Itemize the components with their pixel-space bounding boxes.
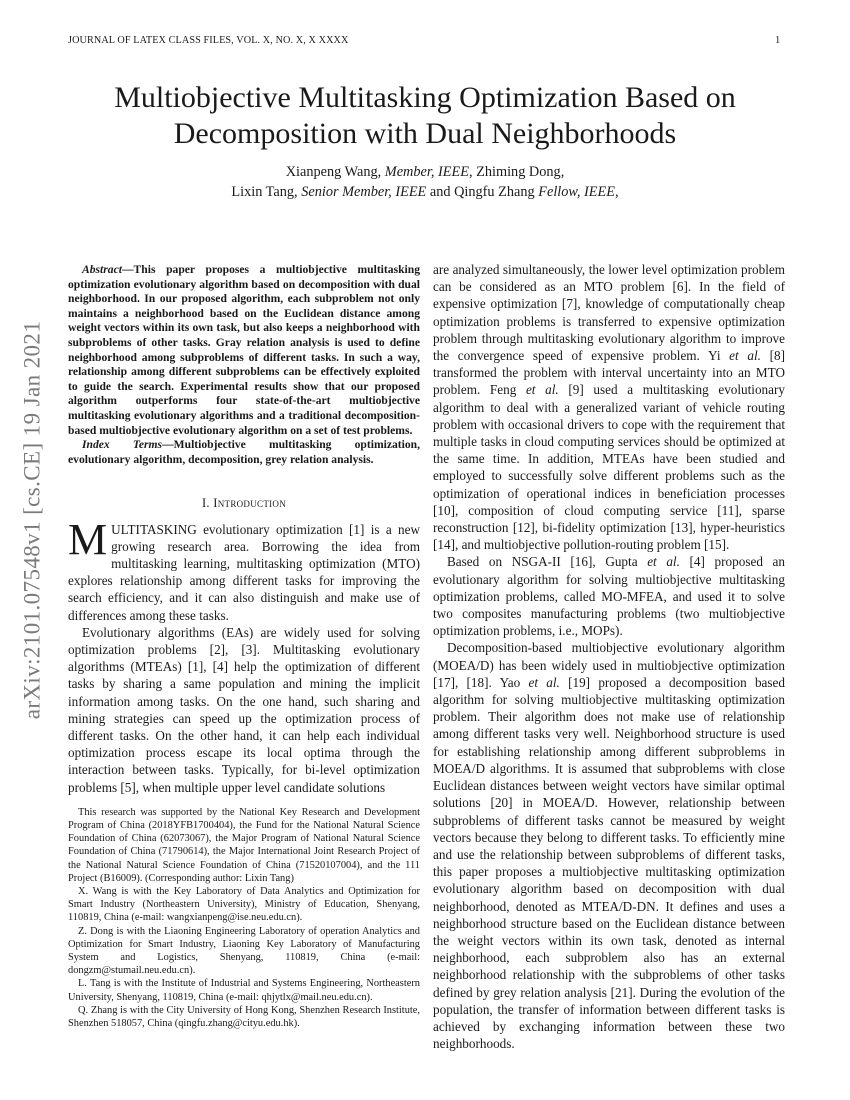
abstract-text: —This paper proposes a multiobjective multitasking optimization evolutionary algorithm based on decomposition with dual neighborhood. In our proposed algorithm, each subproblem not only maintains a neighborhood based on the Euclidean distance among weight vectors within its own task, but also keeps a neighborhood with subproblems of other tasks. Gray relation analysis is used to define neighborhood among subproblems of different tasks. In such a way, relationship among different subproblems can be effectively exploited to guide the search. Experimental results show that our proposed algorithm outperforms four state-of-the-art multiobjective multitasking evolutionary algorithms and a traditional decomposition-based multiobjective evolutionary algorithm on a set of test problems. <box>68 263 420 437</box>
text-span-italic: et al. <box>525 382 559 398</box>
text-span: are analyzed simultaneously, the lower level optimization problem can be considered as an MTO problem [6]. In the field of expensive optimization [7], knowledge of computationally cheap optimization problems is transferred to expensive optimization problem through multitasking evolutionary algorithm to improve the convergence speed of expensive problem. Yi <box>433 262 785 364</box>
intro-paragraph-1-text: ULTITASKING evolutionary optimization [1] is a new growing research area. Borrowing the idea from multitasking learning, multitasking optimization (MTO) explores relationship among different tasks for improving the search efficiency, and it can also distinguish and make use of differences among these tasks. <box>68 521 420 623</box>
author-punct: , <box>615 184 619 200</box>
right-column <box>433 261 785 1052</box>
footnote-funding: This research was supported by the National Key Research and Development Program of China (2018YFB1700404), the Fund for the National Natural Science Foundation of China (62073067), the Major Program of National Natural Science Foundation of China (71790614), the Major International Joint Research Project of the National Natural Science Foundation of China (71520107004), and the 111 Project (B16009). (Corresponding author: Lixin Tang) <box>68 806 420 884</box>
author-name: Xianpeng Wang, <box>285 164 385 180</box>
left-column <box>68 263 420 1030</box>
text-span-italic: et al. <box>647 554 680 570</box>
text-span: [4] proposed an evolutionary algorithm for solving multiobjective multitasking optimization problems, called MO-MFEA, and used it to solve two composites manufacturing problems (two multiobjective optimization problems, i.e., MOPs). <box>433 554 785 639</box>
arxiv-stamp <box>8 270 56 770</box>
footnote-author-dong: Z. Dong is with the Liaoning Engineering Laboratory of operation Analytics and Optimization for Smart Industry, Liaoning Key Laboratory of Manufacturing System and Logistics, Shenyang, 110819, China (e-mail: dongzm@stumail.neu.edu.cn). <box>68 925 420 977</box>
body-paragraph-2 <box>433 553 785 639</box>
running-header: JOURNAL OF LATEX CLASS FILES, VOL. X, NO. X, X XXXX <box>68 35 349 46</box>
section-heading: I. Introduction <box>201 496 287 511</box>
text-span: [19] proposed a decomposition based algorithm for solving multiobjective multitasking optimization problem. Their algorithm does not make use of relationship among different tasks very well. Neighborhood structure is used for establishing relationship among different subproblems in MOEA/D algorithms. It is assumed that subproblems with close Euclidean distances between weight vectors have similar optimal solutions [20] in MOEA/D. However, relationship between subproblems of different tasks cannot be measured by weight vectors because they belong to different tasks. To efficiently mine and use the relationship between subproblems of different tasks, this paper proposes a multiobjective multitasking optimization evolutionary algorithm based on decomposition with dual neighborhood, denoted as MTEA/D-DN. It defines and uses a neighborhood structure based on the Euclidean distance between the weight vectors within its own task, denoted as internal neighborhood, each subproblem also has an external neighborhood relationship with the subproblems of other tasks defined by grey relation analysis [21]. During the evolution of the population, the transfer of information between different tasks is achieved by exchanging information between these two neighborhoods. <box>433 674 785 1052</box>
intro-paragraph-1 <box>68 514 420 624</box>
author-list <box>40 162 810 202</box>
author-line-2 <box>40 182 810 202</box>
author-role: Fellow, IEEE <box>538 184 616 200</box>
page-number: 1 <box>775 35 781 46</box>
author-role: Member, IEEE <box>384 164 469 180</box>
index-terms-label: Index Terms <box>82 438 163 452</box>
body-paragraph-3 <box>433 639 785 1052</box>
text-span-italic: et al. <box>528 674 560 690</box>
author-role: Senior Member, IEEE <box>301 184 427 200</box>
abstract <box>68 263 420 438</box>
text-span: Decomposition-based multiobjective evolutionary algorithm (MOEA/D) has been widely used in multiobjective optimization [17], [18]. Yao <box>433 640 785 690</box>
text-span-italic: et al. <box>729 348 761 364</box>
author-name: , Zhiming Dong, <box>468 164 565 180</box>
text-span: Based on NSGA-II [16], Gupta <box>447 554 648 570</box>
body-paragraph-1 <box>433 261 785 553</box>
footnote-author-tang: L. Tang is with the Institute of Industrial and Systems Engineering, Northeastern University, Shenyang, 110819, China (e-mail: qhjytlx@mail.neu.edu.cn). <box>68 978 420 1003</box>
index-terms <box>68 438 420 467</box>
abstract-label: Abstract <box>82 263 122 276</box>
index-terms-text: —Multiobjective multitasking optimization, evolutionary algorithm, decomposition, grey relation analysis. <box>68 438 420 466</box>
title-line-1: Multiobjective Multitasking Optimization Based on <box>114 81 736 114</box>
footnotes <box>68 806 420 1030</box>
author-line-1 <box>40 162 810 182</box>
intro-paragraph-2: Evolutionary algorithms (EAs) are widely used for solving optimization problems [2], [3]. Multitasking evolutionary algorithms (MTEAs) [1], [4] help the optimization of different tasks by sharing a same population and mining the implicit information among tasks. On the one hand, such sharing and mining strategies can speed up the optimization process of different tasks. On the other hand, it can help each individual optimization process escape its local optima through the interaction between tasks. Typically, for bi-level optimization problems [5], when multiple upper level candidate solutions <box>68 624 420 795</box>
paper-title <box>40 80 810 152</box>
drop-cap: M <box>68 514 108 564</box>
text-span: [8] transformed the problem with interval uncertainty into an MTO problem. Feng <box>433 348 785 398</box>
author-name: Lixin Tang, <box>231 184 302 200</box>
footnote-author-wang: X. Wang is with the Key Laboratory of Data Analytics and Optimization for Smart Industry (Northeastern University), Ministry of Education, Shenyang, 110819, China (e-mail: wangxianpeng@ise.neu.edu.cn). <box>68 885 420 924</box>
author-name: and Qingfu Zhang <box>426 184 539 200</box>
title-line-2: Decomposition with Dual Neighborhoods <box>173 117 677 150</box>
arxiv-stamp-text: arXiv:2101.07548v1 [cs.CE] 19 Jan 2021 <box>19 320 44 720</box>
footnote-author-zhang: Q. Zhang is with the City University of Hong Kong, Shenzhen Research Institute, Shenzhen 518057, China (qingfu.zhang@cityu.edu.hk). <box>68 1004 420 1030</box>
text-span: [9] used a multitasking evolutionary algorithm to deal with a generalized variant of vehicle routing problem with occasional drivers to cope with the requirement that multiple tasks in cloud computing services should be optimized at the same time. In addition, MTEAs have been studied and employed to successfully solve different problems such as the optimization of operational indices in beneficiation processes [10], composition of cloud computing service [11], sparse reconstruction [12], bi-fidelity optimization [13], hyper-heuristics [14], and multiobjective pollution-routing problem [15]. <box>433 382 785 553</box>
